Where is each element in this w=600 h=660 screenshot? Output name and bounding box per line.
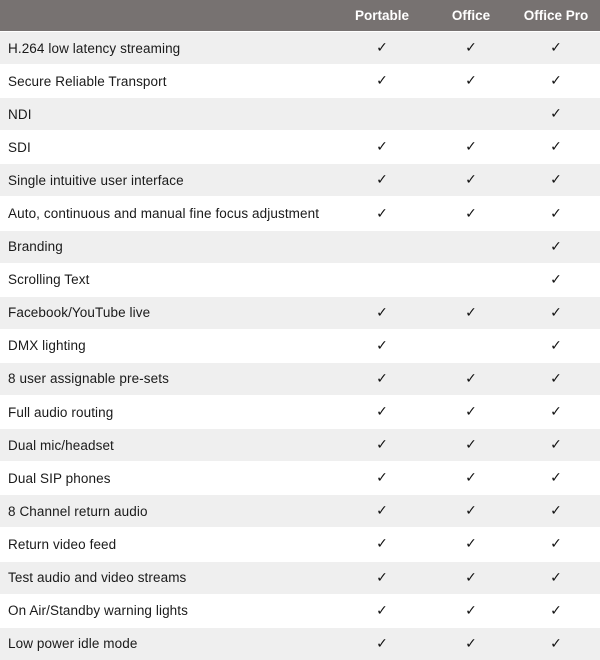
- office-check-icon: ✓: [430, 396, 512, 429]
- feature-name: H.264 low latency streaming: [0, 32, 334, 65]
- portable-check-icon: ✓: [334, 296, 430, 329]
- feature-name: Secure Reliable Transport: [0, 65, 334, 98]
- portable-check-icon: ✓: [334, 495, 430, 528]
- office-check-icon: ✓: [430, 32, 512, 65]
- office-pro-check-icon: ✓: [512, 263, 600, 296]
- feature-name: SDI: [0, 131, 334, 164]
- portable-check-icon: [334, 98, 430, 131]
- table-row: [0, 65, 600, 98]
- feature-name: 8 user assignable pre-sets: [0, 362, 334, 395]
- table-row: [0, 131, 600, 164]
- office-pro-check-icon: ✓: [512, 362, 600, 395]
- office-check-icon: ✓: [430, 65, 512, 98]
- portable-check-icon: ✓: [334, 131, 430, 164]
- portable-check-icon: ✓: [334, 429, 430, 462]
- office-pro-check-icon: ✓: [512, 528, 600, 561]
- office-pro-check-icon: ✓: [512, 429, 600, 462]
- table-row: [0, 197, 600, 230]
- header-office-pro: Office Pro: [512, 0, 600, 32]
- table-row: [0, 32, 600, 65]
- feature-name: Dual mic/headset: [0, 429, 334, 462]
- feature-name: Test audio and video streams: [0, 561, 334, 594]
- table-row: [0, 329, 600, 362]
- feature-name: Branding: [0, 230, 334, 263]
- office-check-icon: [430, 263, 512, 296]
- portable-check-icon: ✓: [334, 329, 430, 362]
- table-row: [0, 594, 600, 627]
- office-pro-check-icon: ✓: [512, 396, 600, 429]
- office-pro-check-icon: ✓: [512, 131, 600, 164]
- office-check-icon: ✓: [430, 164, 512, 197]
- office-pro-check-icon: ✓: [512, 495, 600, 528]
- office-pro-check-icon: ✓: [512, 627, 600, 660]
- portable-check-icon: ✓: [334, 528, 430, 561]
- table-row: [0, 627, 600, 660]
- portable-check-icon: ✓: [334, 164, 430, 197]
- portable-check-icon: ✓: [334, 65, 430, 98]
- office-check-icon: ✓: [430, 462, 512, 495]
- feature-name: Return video feed: [0, 528, 334, 561]
- office-pro-check-icon: ✓: [512, 230, 600, 263]
- office-pro-check-icon: ✓: [512, 32, 600, 65]
- portable-check-icon: ✓: [334, 462, 430, 495]
- office-check-icon: ✓: [430, 296, 512, 329]
- portable-check-icon: ✓: [334, 594, 430, 627]
- office-pro-check-icon: ✓: [512, 462, 600, 495]
- office-check-icon: ✓: [430, 197, 512, 230]
- office-check-icon: [430, 98, 512, 131]
- office-check-icon: [430, 329, 512, 362]
- portable-check-icon: [334, 263, 430, 296]
- office-check-icon: ✓: [430, 131, 512, 164]
- table-row: [0, 561, 600, 594]
- office-pro-check-icon: ✓: [512, 65, 600, 98]
- table-header-row: [0, 0, 600, 32]
- header-office: Office: [430, 0, 512, 32]
- office-check-icon: ✓: [430, 362, 512, 395]
- office-check-icon: ✓: [430, 528, 512, 561]
- table-row: [0, 263, 600, 296]
- feature-name: Scrolling Text: [0, 263, 334, 296]
- table-row: [0, 164, 600, 197]
- portable-check-icon: ✓: [334, 32, 430, 65]
- feature-name: Facebook/YouTube live: [0, 296, 334, 329]
- feature-name: On Air/Standby warning lights: [0, 594, 334, 627]
- portable-check-icon: ✓: [334, 561, 430, 594]
- table-row: [0, 296, 600, 329]
- office-pro-check-icon: ✓: [512, 594, 600, 627]
- header-feature: [0, 0, 334, 32]
- office-check-icon: ✓: [430, 627, 512, 660]
- office-check-icon: ✓: [430, 594, 512, 627]
- feature-name: Auto, continuous and manual fine focus adjustment: [0, 197, 334, 230]
- portable-check-icon: ✓: [334, 396, 430, 429]
- table-row: [0, 429, 600, 462]
- feature-name: Low power idle mode: [0, 627, 334, 660]
- feature-name: DMX lighting: [0, 329, 334, 362]
- office-check-icon: ✓: [430, 561, 512, 594]
- office-pro-check-icon: ✓: [512, 197, 600, 230]
- header-portable: Portable: [334, 0, 430, 32]
- table-row: [0, 230, 600, 263]
- portable-check-icon: ✓: [334, 362, 430, 395]
- table-row: [0, 98, 600, 131]
- table-row: [0, 495, 600, 528]
- table-row: [0, 462, 600, 495]
- feature-name: NDI: [0, 98, 334, 131]
- portable-check-icon: [334, 230, 430, 263]
- feature-name: Full audio routing: [0, 396, 334, 429]
- portable-check-icon: ✓: [334, 197, 430, 230]
- feature-name: Dual SIP phones: [0, 462, 334, 495]
- table-row: [0, 396, 600, 429]
- office-pro-check-icon: ✓: [512, 561, 600, 594]
- office-pro-check-icon: ✓: [512, 164, 600, 197]
- office-check-icon: ✓: [430, 429, 512, 462]
- office-pro-check-icon: ✓: [512, 98, 600, 131]
- office-pro-check-icon: ✓: [512, 329, 600, 362]
- feature-name: 8 Channel return audio: [0, 495, 334, 528]
- table-row: [0, 362, 600, 395]
- table-row: [0, 528, 600, 561]
- office-check-icon: ✓: [430, 495, 512, 528]
- portable-check-icon: ✓: [334, 627, 430, 660]
- office-pro-check-icon: ✓: [512, 296, 600, 329]
- office-check-icon: [430, 230, 512, 263]
- feature-name: Single intuitive user interface: [0, 164, 334, 197]
